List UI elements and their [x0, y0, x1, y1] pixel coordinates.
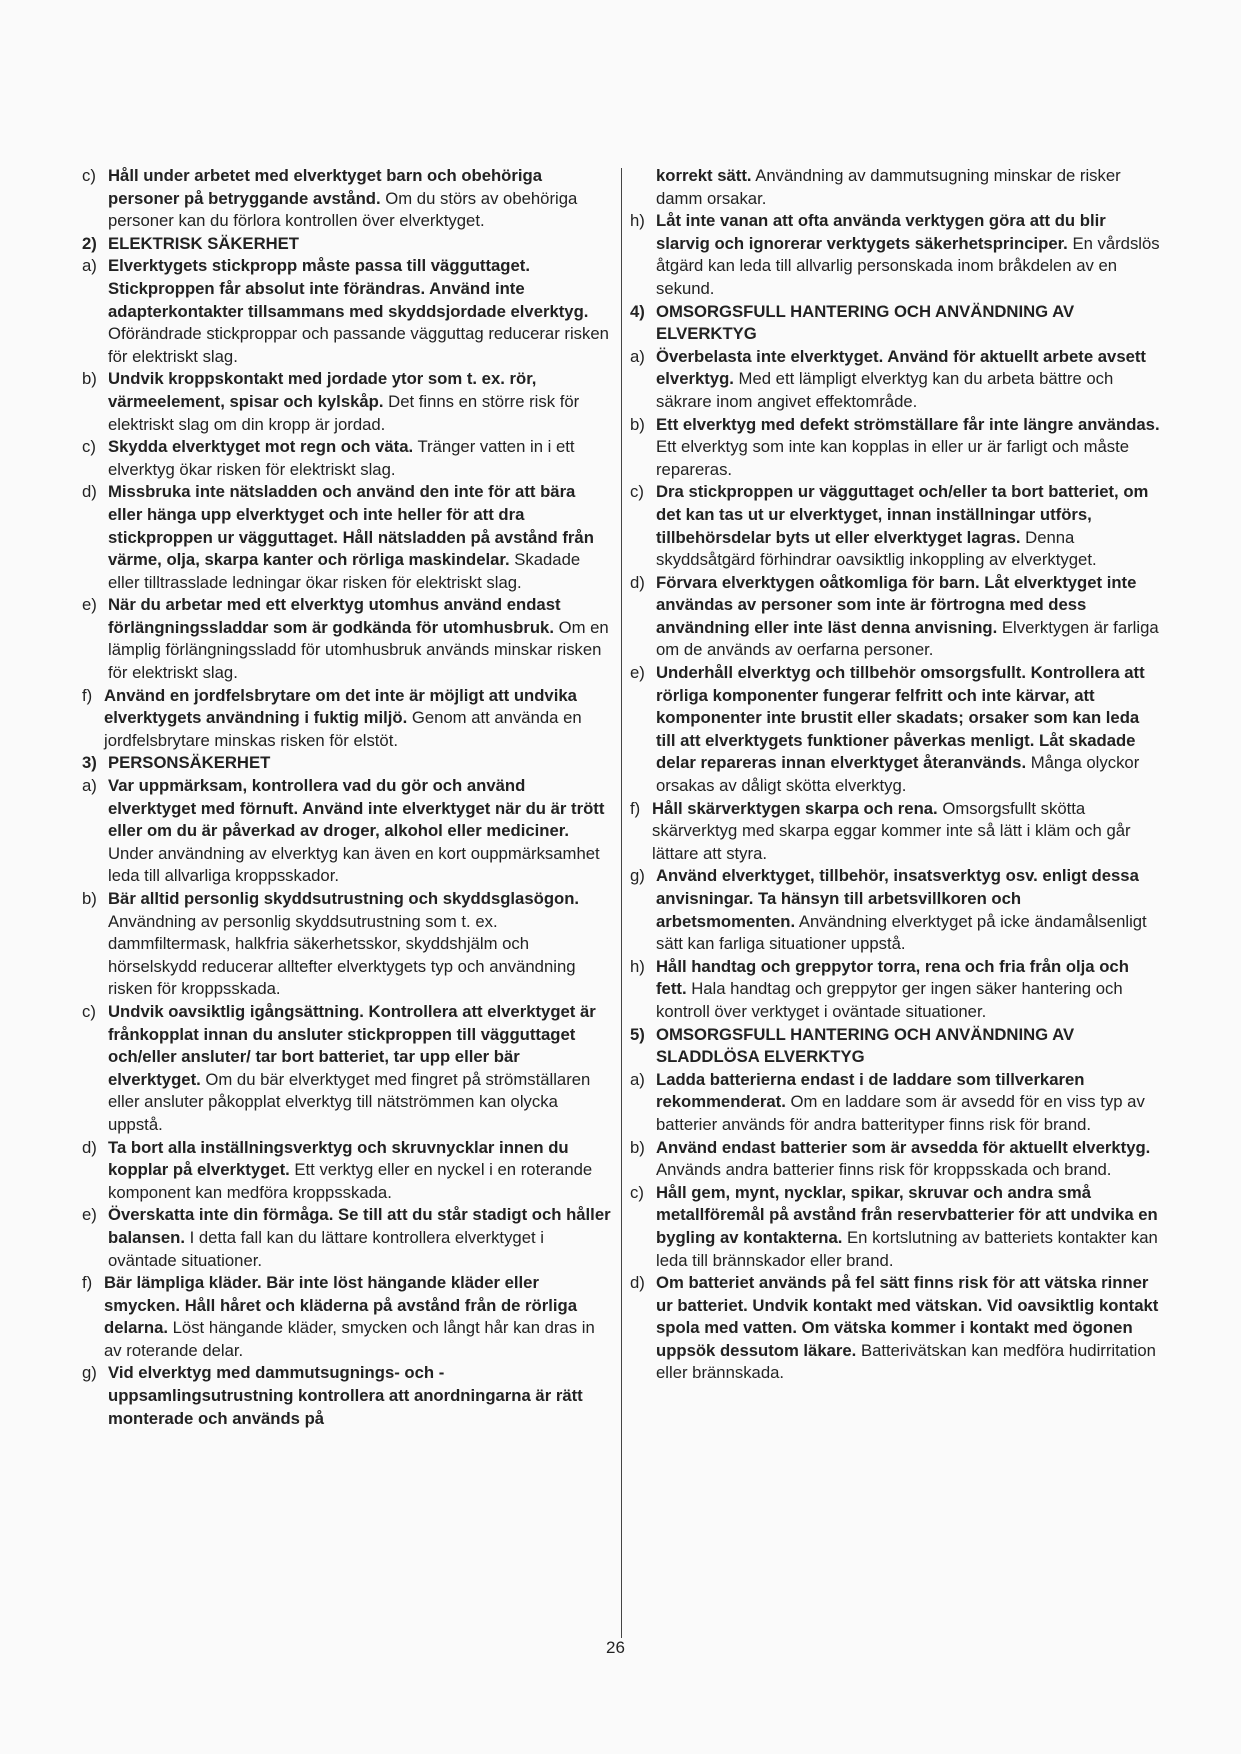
item-marker: d) [82, 482, 97, 502]
item-warning: Ta bort alla inställningsverktyg och skruvnycklar innen du kopplar på elverktyget. [108, 1137, 569, 1180]
item-marker: f) [82, 685, 93, 705]
item-marker: b) [630, 414, 645, 434]
item-marker: f) [82, 1273, 93, 1293]
item-warning: Ladda batterierna endast i de laddare som tillverkaren rekommenderat. [656, 1069, 1085, 1112]
left-column [82, 165, 612, 1430]
item-explanation: En vårdslös åtgärd kan leda till allvarlig personskada inom bråkdelen av en sekund. [656, 233, 1160, 298]
item-explanation: Ett verktyg eller en nyckel i en roterande komponent kan medföra kroppsskada. [108, 1160, 593, 1202]
item-warning: Ett elverktyg med defekt strömställare får inte längre användas. [656, 414, 1160, 434]
item-marker: e) [630, 663, 645, 683]
list-item [630, 1182, 1160, 1272]
list-item [82, 436, 612, 481]
item-warning: Underhåll elverktyg och tillbehör omsorgsfullt. Kontrollera att rörliga komponenter fungerar felfritt och inte kärvar, att komponenter inte brustit eller skadats; orsaker som kan leda till att elverktygets funktioner påverkas menligt. Låt skadade delar repareras innan elverktyget återanvänds. [656, 663, 1145, 773]
item-marker: d) [82, 1137, 97, 1157]
list-item [82, 481, 612, 594]
section-title: OMSORGSFULL HANTERING OCH ANVÄNDNING AV SLADDLÖSA ELVERKTYG [656, 1024, 1075, 1067]
item-marker: b) [82, 369, 97, 389]
section-heading [630, 301, 1160, 346]
list-item [630, 572, 1160, 662]
item-marker: c) [630, 1182, 644, 1202]
item-explanation: Många olyckor orsakas av dåligt skötta elverktyg. [656, 753, 1140, 796]
list-item [82, 1272, 612, 1362]
item-explanation: Användning av dammutsugning minskar de risker damm orsakar. [656, 166, 1121, 208]
item-warning: Bär lämpliga kläder. Bär inte löst hängande kläder eller smycken. Håll håret och kläderna på avstånd från de rörliga delarna. [104, 1273, 577, 1338]
item-marker: c) [82, 437, 96, 457]
section-title: OMSORGSFULL HANTERING OCH ANVÄNDNING AV ELVERKTYG [656, 301, 1075, 344]
item-explanation: Användning av personlig skyddsutrustning som t. ex. dammfiltermask, halkfria säkerhetsskor, skyddshjälm och hörselskydd reducerar alltefter elverktygets typ och användning risken för kroppsskada. [108, 911, 576, 999]
item-warning: Håll skärverktygen skarpa och rena. [652, 798, 938, 818]
item-marker: b) [82, 889, 97, 908]
section-heading [82, 233, 612, 256]
list-item [82, 255, 612, 368]
item-warning: Överbelasta inte elverktyget. Använd för aktuellt arbete avsett elverktyg. [656, 346, 1146, 389]
item-explanation: Skadade eller tilltrasslade ledningar ökar risken för elektriskt slag. [108, 550, 581, 592]
item-explanation: Om en lämplig förlängningssladd för utomhusbruk används minskar risken för elektriskt slag. [108, 617, 609, 683]
list-item [630, 481, 1160, 571]
item-warning: Låt inte vanan att ofta använda verktygen göra att du blir slarvig och ignorerar verktygets säkerhetsprinciper. [656, 211, 1106, 253]
section-number: 3) [82, 753, 97, 773]
item-explanation: Löst hängande kläder, smycken och långt hår kan dras in av roterande delar. [104, 1318, 595, 1360]
item-warning: När du arbetar med ett elverktyg utomhus använd endast förlängningssladdar som är godkända för utomhusbruk. [108, 595, 561, 637]
item-explanation: Om en laddare som är avsedd för en viss typ av batterier används för andra batterityper finns risk för brand. [656, 1092, 1145, 1134]
section-heading [630, 1024, 1160, 1069]
section-number: 4) [630, 301, 645, 321]
item-marker: a) [82, 776, 97, 796]
item-explanation: Oförändrade stickproppar och passande vägguttag reducerar risken för elektriskt slag. [108, 324, 609, 366]
list-item [82, 1362, 612, 1430]
list-item [630, 1272, 1160, 1385]
item-marker: e) [82, 595, 97, 615]
item-warning: Skydda elverktyget mot regn och väta. [108, 437, 414, 457]
item-explanation: Omsorgsfullt skötta skärverktyg med skarpa eggar kommer inte så lätt i kläm och går lättare att styra. [652, 798, 1131, 863]
section-title: PERSONSÄKERHET [108, 753, 271, 773]
item-marker: g) [630, 866, 645, 886]
item-marker: a) [630, 346, 645, 366]
list-item [630, 414, 1160, 482]
list-item [630, 1069, 1160, 1137]
item-explanation: Batterivätskan kan medföra hudirritation eller brännskada. [656, 1340, 1156, 1383]
section-number: 5) [630, 1024, 645, 1044]
item-explanation: Det finns en större risk för elektriskt slag om din kropp är jordad. [108, 391, 580, 434]
item-warning: Håll handtag och greppytor torra, rena och fria från olja och fett. [656, 956, 1129, 999]
section-heading [82, 752, 612, 775]
item-explanation: Tränger vatten in i ett elverktyg ökar risken för elektriskt slag. [108, 437, 575, 479]
item-warning: Använd endast batterier som är avsedda för aktuellt elverktyg. [656, 1137, 1151, 1157]
item-marker: c) [630, 482, 644, 502]
item-warning: Överskatta inte din förmåga. Se till att du står stadigt och håller balansen. [108, 1205, 611, 1247]
item-explanation: Hala handtag och greppytor ger ingen säker hantering och kontroll över verktyget i oväntade situationer. [656, 979, 1123, 1021]
item-explanation: Genom att använda en jordfelsbrytare minskas risken för elstöt. [104, 708, 582, 750]
item-warning: Håll under arbetet med elverktyget barn och obehöriga personer på betryggande avstånd. [108, 166, 542, 208]
list-item [82, 368, 612, 436]
item-marker: a) [630, 1069, 645, 1089]
item-explanation: Elverktygen är farliga om de används av oerfarna personer. [656, 617, 1159, 660]
item-warning: Förvara elverktygen oåtkomliga för barn. Låt elverktyget inte användas av personer som inte är förtrogna med dess användning eller inte läst denna anvisning. [656, 572, 1137, 637]
item-marker: c) [82, 1001, 96, 1021]
item-explanation: Används andra batterier finns risk för kroppsskada och brand. [656, 1160, 1112, 1180]
item-explanation: Denna skyddsåtgärd förhindrar oavsiktlig inkoppling av elverktyget. [656, 527, 1097, 570]
item-marker: d) [630, 1273, 645, 1293]
item-warning: Vid elverktyg med dammutsugnings- och -uppsamlingsutrustning kontrollera att anordningarna är rätt monterade och används på [108, 1363, 583, 1428]
item-marker: e) [82, 1205, 97, 1225]
list-item [82, 888, 612, 1001]
list-item [82, 775, 612, 888]
section-title: ELEKTRISK SÄKERHET [108, 233, 299, 253]
item-explanation: Med ett lämpligt elverktyg kan du arbeta bättre och säkrare inom angivet effektområde. [656, 369, 1114, 411]
right-column [630, 165, 1160, 1385]
list-item [630, 956, 1160, 1024]
item-explanation: I detta fall kan du lättare kontrollera elverktyget i oväntade situationer. [108, 1227, 544, 1270]
item-warning: Dra stickproppen ur vägguttaget och/eller ta bort batteriet, om det kan tas ut ur elverktyget, innan inställningar utförs, tillbehörsdelar byts ut eller elverktyget lagras. [656, 482, 1149, 547]
item-marker: c) [82, 166, 96, 185]
item-warning: Håll gem, mynt, nycklar, spikar, skruvar och andra små metallföremål på avstånd från reservbatterier för att undvika en bygling av kontakterna. [656, 1182, 1158, 1247]
item-warning: Undvik oavsiktlig igångsättning. Kontrollera att elverktyget är frånkopplat innan du ansluter stickproppen till vägguttaget och/eller ansluter/ tar bort batteriet, tar upp eller bär elverktyget. [108, 1001, 596, 1089]
item-explanation: Om du störs av obehöriga personer kan du förlora kontrollen över elverktyget. [108, 188, 578, 231]
item-warning: Var uppmärksam, kontrollera vad du gör och använd elverktyget med förnuft. Använd inte elverktyget när du är trött eller om du är påverkad av droger, alkohol eller mediciner. [108, 776, 605, 841]
item-marker: b) [630, 1137, 645, 1157]
item-warning: Använd elverktyget, tillbehör, insatsverktyg osv. enligt dessa anvisningar. Ta hänsyn till arbetsvillkoren och arbetsmomenten. [656, 866, 1139, 931]
item-warning: korrekt sätt. [656, 166, 752, 185]
list-item [630, 865, 1160, 955]
item-warning: Använd en jordfelsbrytare om det inte är möjligt att undvika elverktygets användning i fuktig miljö. [104, 685, 577, 728]
item-warning: Elverktygets stickpropp måste passa till vägguttaget. Stickproppen får absolut inte förändras. Använd inte adapterkontakter tillsammans med skyddsjordade elverktyg. [108, 256, 589, 321]
item-marker: h) [630, 956, 645, 976]
item-explanation: Användning elverktyget på icke ändamålsenligt sätt kan farliga situationer uppstå. [656, 911, 1147, 954]
item-warning: Missbruka inte nätsladden och använd den inte för att bära eller hänga upp elverktyget och inte heller för att dra stickproppen ur vägguttaget. Håll nätsladden på avstånd från värme, olja, skarpa kanter och rörliga maskindelar. [108, 482, 594, 570]
item-marker: f) [630, 798, 641, 818]
item-explanation: Om du bär elverktyget med fingret på strömställaren eller ansluter påkopplat elverktyg till nätströmmen kan olycka uppstå. [108, 1069, 591, 1134]
item-marker: d) [630, 572, 645, 592]
item-marker: h) [630, 211, 645, 231]
item-marker: g) [82, 1363, 97, 1383]
list-item [630, 662, 1160, 798]
list-item [82, 165, 612, 233]
list-item [630, 165, 1160, 210]
column-divider [621, 168, 622, 1638]
list-item [630, 210, 1160, 300]
item-explanation: En kortslutning av batteriets kontakter kan leda till brännskador eller brand. [656, 1227, 1158, 1270]
item-warning: Bär alltid personlig skyddsutrustning och skyddsglasögon. [108, 889, 580, 908]
item-warning: Om batteriet används på fel sätt finns risk för att vätska rinner ur batteriet. Undvik kontakt med vätskan. Vid oavsiktlig kontakt spola med vatten. Om vätska kommer i kontakt med ögonen uppsök dessutom läkare. [656, 1273, 1159, 1360]
item-warning: Undvik kroppskontakt med jordade ytor som t. ex. rör, värmeelement, spisar och kylskåp. [108, 369, 537, 411]
item-marker: a) [82, 256, 97, 276]
list-item [630, 798, 1160, 866]
item-explanation: Under användning av elverktyg kan även en kort ouppmärksamhet leda till allvarliga kroppsskador. [108, 843, 600, 886]
list-item [82, 1001, 612, 1137]
item-explanation: Ett elverktyg som inte kan kopplas in eller ur är farligt och måste repareras. [656, 437, 1130, 479]
list-item [82, 594, 612, 684]
list-item [82, 1137, 612, 1205]
list-item [630, 346, 1160, 414]
page-number: 26 [606, 1638, 625, 1657]
section-number: 2) [82, 233, 97, 253]
list-item [82, 1204, 612, 1272]
list-item [630, 1137, 1160, 1182]
list-item [82, 685, 612, 753]
